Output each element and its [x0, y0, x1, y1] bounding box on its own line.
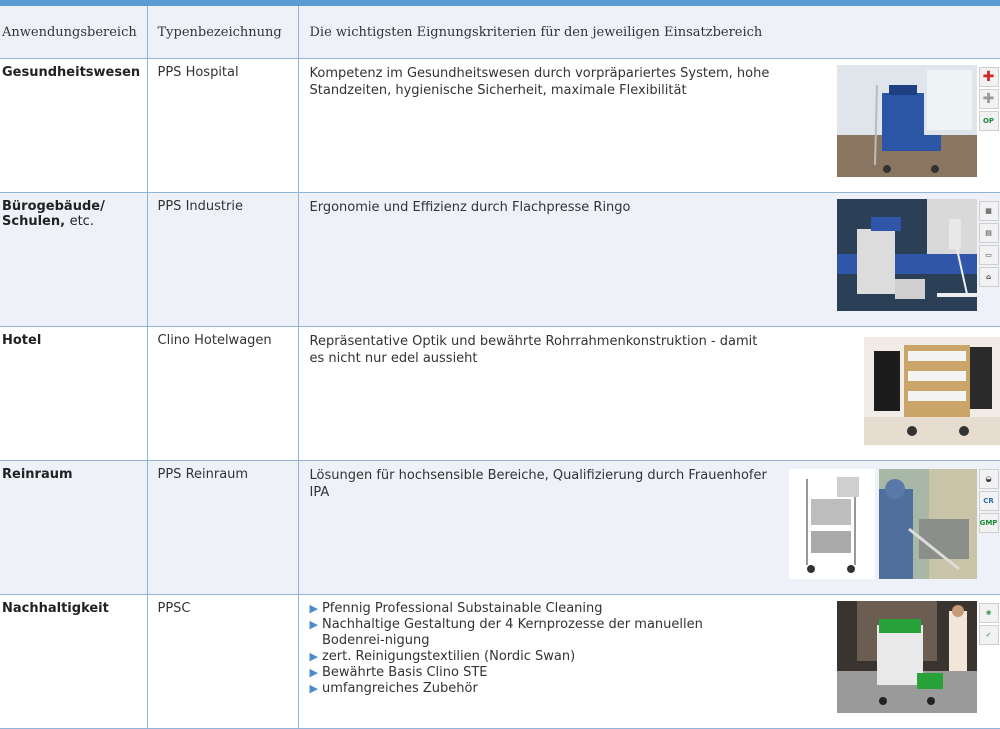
- criteria-bullet-list: [310, 601, 770, 697]
- school-icon: ▤: [979, 223, 999, 243]
- table-row: [0, 595, 1000, 729]
- cleanroom-dome-icon: ◒: [979, 469, 999, 489]
- list-item: ▶ zert. Reinigungstextilien (Nordic Swan): [309, 649, 576, 664]
- arrow-right-icon: ▶: [309, 666, 318, 679]
- hotel-trolley-photo: [864, 337, 1000, 445]
- red-cross-icon: ✚: [979, 67, 999, 87]
- table-row: [0, 59, 1000, 193]
- row-area: Reinraum: [0, 461, 147, 595]
- swan-label-icon: ✓: [979, 625, 999, 645]
- row-area: Gesundheitswesen: [0, 59, 147, 193]
- list-item: ▶ umfangreiches Zubehör: [309, 681, 478, 696]
- row-type: PPS Industrie: [147, 193, 298, 327]
- hospital-trolley-photo: [837, 65, 977, 177]
- office-icon: ▦: [979, 201, 999, 221]
- arrow-right-icon: ▶: [309, 618, 318, 631]
- row-area-bold: Bürogebäude/ Schulen,: [2, 199, 105, 229]
- row-area: [0, 193, 147, 327]
- row-criteria-cell: [298, 59, 1000, 193]
- table-row: [0, 327, 1000, 461]
- cleanroom-trolley-photo: [789, 469, 875, 579]
- row-criteria-cell: [298, 461, 1000, 595]
- row-area: Nachhaltigkeit: [0, 595, 147, 729]
- table-row: [0, 193, 1000, 327]
- cleanroom-worker-photo: [879, 469, 977, 579]
- row-area-normal: etc.: [69, 214, 94, 229]
- grey-cross-icon: ✚: [979, 89, 999, 109]
- header-area: Anwendungsbereich: [0, 6, 147, 59]
- row-type: PPSC: [147, 595, 298, 729]
- list-item: ▶ Nachhaltige Gestaltung der 4 Kernprozesse der manuellen Bodenrei-nigung: [309, 617, 703, 648]
- row-area: Hotel: [0, 327, 147, 461]
- application-table: [0, 6, 1000, 729]
- table-header: [0, 6, 1000, 59]
- row-criteria: Repräsentative Optik und bewährte Rohrrahmenkonstruktion - damit es nicht nur edel aussieht: [309, 334, 758, 366]
- header-criteria: Die wichtigsten Eignungskriterien für den jeweiligen Einsatzbereich: [298, 6, 1000, 59]
- row-criteria-cell: [298, 595, 1000, 729]
- row-type: PPS Reinraum: [147, 461, 298, 595]
- building-icon: ⌂: [979, 267, 999, 287]
- row-type: PPS Hospital: [147, 59, 298, 193]
- sustainable-trolley-photo: [837, 601, 977, 713]
- board-icon: ▭: [979, 245, 999, 265]
- op-icon: OP: [979, 111, 999, 131]
- arrow-right-icon: ▶: [309, 682, 318, 695]
- industry-trolley-photo: [837, 199, 977, 311]
- table-row: [0, 461, 1000, 595]
- row-criteria: Ergonomie und Effizienz durch Flachpresse Ringo: [309, 200, 631, 215]
- row-type: Clino Hotelwagen: [147, 327, 298, 461]
- row-criteria: Lösungen für hochsensible Bereiche, Qualifizierung durch Frauenhofer IPA: [309, 468, 767, 500]
- arrow-right-icon: ▶: [309, 602, 318, 615]
- row-criteria-cell: [298, 193, 1000, 327]
- header-type: Typenbezeichnung: [147, 6, 298, 59]
- arrow-right-icon: ▶: [309, 650, 318, 663]
- row-criteria: Kompetenz im Gesundheitswesen durch vorpräpariertes System, hohe Standzeiten, hygienische Sicherheit, maximale Flexibilität: [309, 66, 770, 98]
- eco-label-icon: ❀: [979, 603, 999, 623]
- gmp-icon: GMP: [979, 513, 999, 533]
- cr-icon: CR: [979, 491, 999, 511]
- list-item: ▶ Bewährte Basis Clino STE: [309, 665, 488, 680]
- row-criteria-cell: [298, 327, 1000, 461]
- list-item: ▶ Pfennig Professional Substainable Cleaning: [309, 601, 603, 616]
